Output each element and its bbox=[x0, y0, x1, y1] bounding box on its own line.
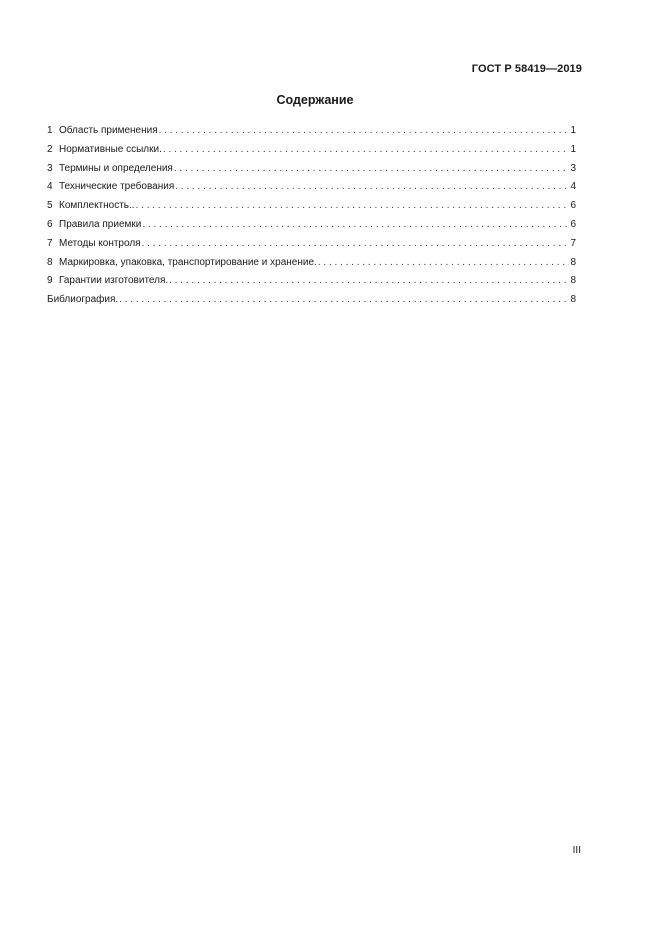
toc-item-label: Методы контроля bbox=[59, 237, 141, 249]
toc-item-number: 6 bbox=[47, 218, 53, 230]
toc-item[interactable] bbox=[47, 200, 576, 219]
toc-item-page: 3 bbox=[570, 162, 576, 174]
toc-item-number: 7 bbox=[47, 237, 53, 249]
toc-item-page: 8 bbox=[570, 294, 576, 306]
toc-item[interactable] bbox=[47, 219, 576, 238]
toc-item-label: Правила приемки bbox=[59, 218, 142, 230]
toc-leader-dots bbox=[119, 294, 569, 305]
toc-leader-dots bbox=[159, 125, 570, 136]
toc-item-number: 1 bbox=[47, 125, 53, 136]
toc-item-bibliography[interactable] bbox=[47, 294, 576, 313]
toc-item-number: 8 bbox=[47, 256, 53, 268]
toc-item-page: 8 bbox=[570, 256, 576, 268]
toc-leader-dots bbox=[163, 144, 570, 155]
toc-item-number: 5 bbox=[47, 200, 53, 212]
toc-item-page: 6 bbox=[570, 200, 576, 212]
toc-item-label: Технические требования bbox=[59, 181, 175, 193]
toc-item-number: 2 bbox=[47, 143, 53, 155]
toc-item[interactable] bbox=[47, 275, 576, 294]
toc-item-label: Термины и определения bbox=[59, 162, 173, 174]
toc-item[interactable] bbox=[47, 125, 576, 144]
toc-item-label: Маркировка, упаковка, транспортирование и хранение. bbox=[59, 256, 317, 268]
toc-item[interactable] bbox=[47, 163, 576, 182]
toc-item[interactable] bbox=[47, 257, 576, 276]
toc-item-page: 7 bbox=[570, 237, 576, 249]
toc-item-label: Гарантии изготовителя. bbox=[59, 275, 169, 287]
page-number: III bbox=[572, 845, 581, 856]
toc-item-page: 8 bbox=[570, 275, 576, 287]
toc-title: Содержание bbox=[276, 93, 354, 107]
toc-item-label: Нормативные ссылки. bbox=[59, 143, 162, 155]
toc-leader-dots bbox=[318, 257, 570, 268]
table-of-contents bbox=[47, 125, 576, 313]
toc-item-number: 9 bbox=[47, 275, 53, 287]
toc-item-label: Библиография. bbox=[47, 294, 119, 306]
toc-item-label: Комплектность.. bbox=[59, 200, 135, 212]
toc-leader-dots bbox=[142, 238, 570, 249]
toc-leader-dots bbox=[169, 275, 569, 286]
toc-leader-dots bbox=[175, 181, 569, 192]
toc-item-page: 6 bbox=[570, 218, 576, 230]
document-code: ГОСТ Р 58419—2019 bbox=[471, 63, 582, 75]
toc-item[interactable] bbox=[47, 144, 576, 163]
toc-leader-dots bbox=[142, 219, 569, 230]
toc-leader-dots bbox=[174, 163, 570, 174]
toc-item-page: 1 bbox=[570, 125, 576, 136]
toc-item-label: Область применения bbox=[59, 125, 158, 136]
toc-item-page: 4 bbox=[570, 181, 576, 193]
toc-item-number: 4 bbox=[47, 181, 53, 193]
toc-item-number: 3 bbox=[47, 162, 53, 174]
toc-leader-dots bbox=[136, 200, 570, 211]
toc-item-page: 1 bbox=[570, 143, 576, 155]
toc-item[interactable] bbox=[47, 181, 576, 200]
toc-item[interactable] bbox=[47, 238, 576, 257]
